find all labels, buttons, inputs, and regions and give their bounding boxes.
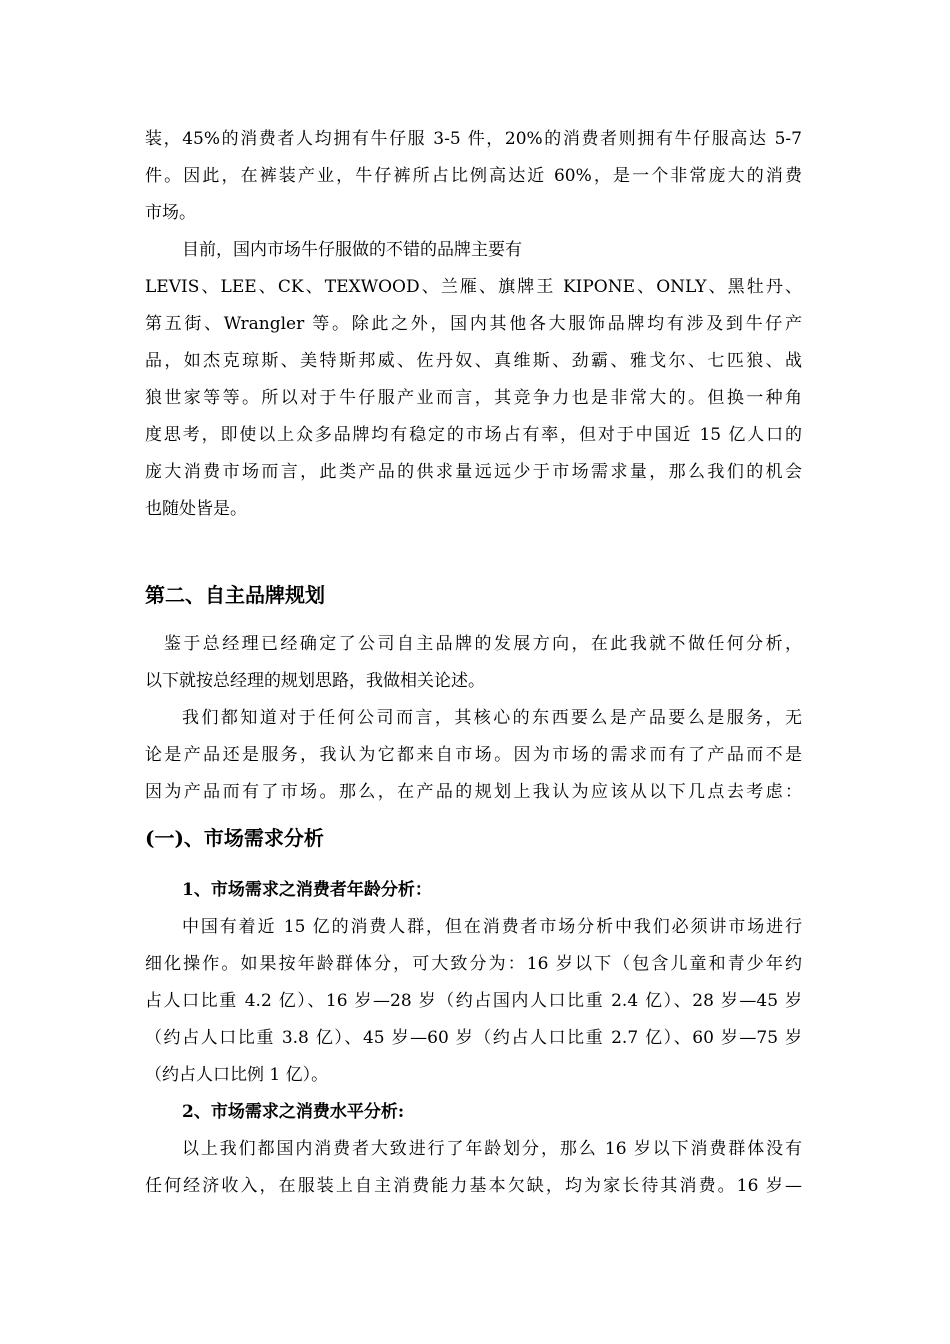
paragraph-line: 占人口比重 4.2 亿）、16 岁—28 岁（约占国内人口比重 2.4 亿）、28 岁—45 岁 [145, 991, 802, 1011]
item-heading: 1、市场需求之消费者年龄分析： [182, 880, 432, 900]
paragraph-line: （约占人口比例 1 亿）。 [145, 1065, 329, 1085]
paragraph-line: 我们都知道对于任何公司而言，其核心的东西要么是产品要么是服务，无 [182, 708, 802, 728]
paragraph-line: 以上我们都国内消费者大致进行了年龄划分，那么 16 岁以下消费群体没有 [182, 1139, 802, 1159]
paragraph-line: 度思考，即使以上众多品牌均有稳定的市场占有率，但对于中国近 15 亿人口的 [145, 425, 802, 445]
paragraph-line: 第五街、Wrangler 等。除此之外，国内其他各大服饰品牌均有涉及到牛仔产 [145, 314, 802, 334]
paragraph-line: 论是产品还是服务，我认为它都来自市场。因为市场的需求而有了产品而不是 [145, 745, 802, 765]
item-heading: 2、市场需求之消费水平分析: [182, 1102, 405, 1122]
paragraph-line: LEVIS、LEE、CK、TEXWOOD、兰雁、旗牌王 KIPONE、ONLY、黑牡丹、 [145, 277, 802, 297]
paragraph-line: 中国有着近 15 亿的消费人群，但在消费者市场分析中我们必须讲市场进行 [182, 917, 802, 937]
paragraph-line: 市场。 [145, 203, 196, 223]
paragraph-line: 任何经济收入，在服装上自主消费能力基本欠缺，均为家长待其消费。16 岁— [145, 1176, 802, 1196]
paragraph-line: 鉴于总经理已经确定了公司自主品牌的发展方向，在此我就不做任何分析， [164, 634, 802, 654]
paragraph-line: 也随处皆是。 [145, 499, 247, 519]
paragraph-line: 庞大消费市场而言，此类产品的供求量远远少于市场需求量，那么我们的机会 [145, 462, 802, 482]
paragraph-line: 因为产品而有了市场。那么，在产品的规划上我认为应该从以下几点去考虑： [145, 782, 802, 802]
paragraph-line: 以下就按总经理的规划思路，我做相关论述。 [145, 671, 485, 691]
paragraph-line: 狼世家等等。所以对于牛仔服产业而言，其竞争力也是非常大的。但换一种角 [145, 388, 802, 408]
paragraph-line: 目前，国内市场牛仔服做的不错的品牌主要有 [182, 240, 522, 260]
paragraph-line: 件。因此，在裤装产业，牛仔裤所占比例高达近 60%，是一个非常庞大的消费 [145, 166, 802, 186]
paragraph-line: （约占人口比重 3.8 亿）、45 岁—60 岁（约占人口比重 2.7 亿）、60 岁—75 岁 [145, 1028, 802, 1048]
paragraph-line: 品，如杰克琼斯、美特斯邦威、佐丹奴、真维斯、劲霸、雅戈尔、七匹狼、战 [145, 351, 802, 371]
section-heading: 第二、自主品牌规划 [145, 583, 325, 607]
paragraph-line: 细化操作。如果按年龄群体分，可大致分为：16 岁以下（包含儿童和青少年约 [145, 954, 802, 974]
paragraph-line: 装，45%的消费者人均拥有牛仔服 3-5 件，20%的消费者则拥有牛仔服高达 5-7 [145, 129, 802, 149]
subsection-heading: (一)、市场需求分析 [145, 826, 324, 850]
